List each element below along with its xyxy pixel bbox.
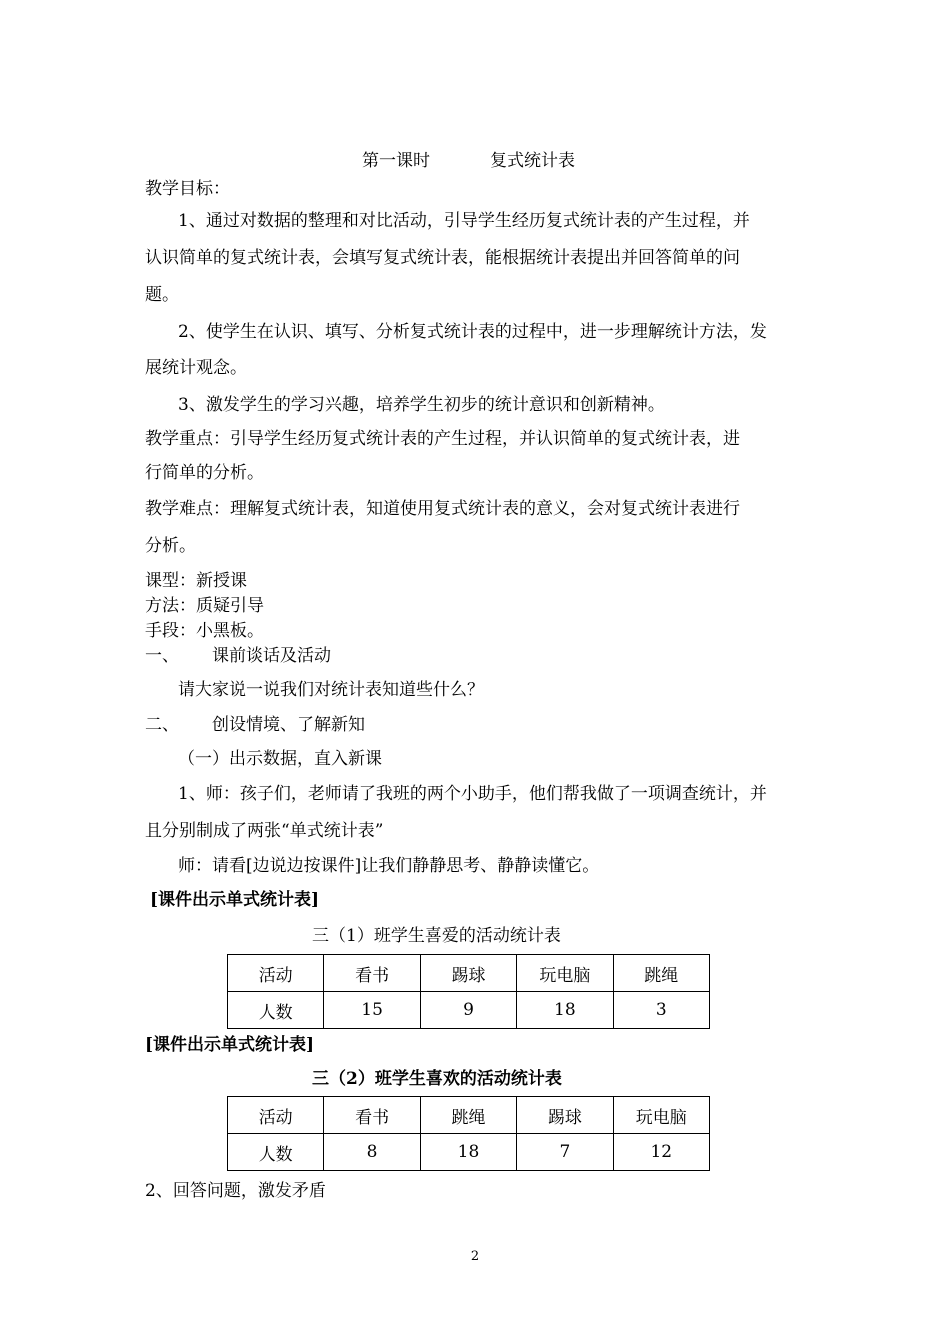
- table-cell: 9: [420, 992, 516, 1029]
- section-1-heading: 课前谈话及活动: [212, 646, 331, 666]
- difficulty-line-1: 教学难点：理解复式统计表，知道使用复式统计表的意义，会对复式统计表进行: [145, 499, 740, 519]
- paragraph-2: 师：请看[边说边按课件]让我们静静思考、静静读懂它。: [178, 856, 600, 876]
- lesson-type: 课型：新授课: [145, 571, 247, 591]
- goal-1-line-1: 1、通过对数据的整理和对比活动，引导学生经历复式统计表的产生过程，并: [178, 211, 750, 231]
- key-point-line-1: 教学重点：引导学生经历复式统计表的产生过程，并认识简单的复式统计表，进: [145, 429, 740, 449]
- goal-2-line-1: 2、使学生在认识、填写、分析复式统计表的过程中，进一步理解统计方法，发: [178, 322, 767, 342]
- table-cell: 人数: [228, 992, 324, 1029]
- table-cell: 踢球: [517, 1097, 613, 1134]
- lesson-title: [362, 150, 430, 172]
- lesson-topic: 复式统计表: [490, 151, 575, 171]
- table-2-caption: 三（2）班学生喜欢的活动统计表: [312, 1069, 562, 1089]
- goal-1-line-2: 认识简单的复式统计表，会填写复式统计表，能根据统计表提出并回答简单的问: [145, 248, 740, 268]
- table-2-data-row: [228, 1134, 710, 1171]
- courseware-note-2: [课件出示单式统计表]: [145, 1035, 315, 1055]
- courseware-note-1: [课件出示单式统计表]: [150, 890, 320, 910]
- table-1: [227, 954, 710, 1029]
- difficulty-line-2: 分析。: [145, 536, 196, 556]
- goal-2-line-2: 展统计观念。: [145, 358, 247, 378]
- table-2: [227, 1096, 710, 1171]
- table-cell: 18: [517, 992, 613, 1029]
- table-cell: 活动: [228, 1097, 324, 1134]
- table-cell: 18: [420, 1134, 516, 1171]
- table-2-header-row: [228, 1097, 710, 1134]
- table-cell: 跳绳: [613, 955, 709, 992]
- lesson-method: 方法：质疑引导: [145, 596, 264, 616]
- table-cell: 踢球: [420, 955, 516, 992]
- table-cell: 看书: [324, 955, 420, 992]
- section-2-subheading: （一）出示数据，直入新课: [178, 749, 382, 769]
- table-cell: 玩电脑: [517, 955, 613, 992]
- table-cell: 7: [517, 1134, 613, 1171]
- table-cell: 人数: [228, 1134, 324, 1171]
- goals-heading: 教学目标：: [145, 179, 230, 199]
- table-cell: 活动: [228, 955, 324, 992]
- table-1-data-row: [228, 992, 710, 1029]
- section-1-body: 请大家说一说我们对统计表知道些什么？: [178, 680, 484, 700]
- table-cell: 3: [613, 992, 709, 1029]
- page-number: 2: [470, 1249, 480, 1264]
- table-cell: 跳绳: [420, 1097, 516, 1134]
- table-cell: 8: [324, 1134, 420, 1171]
- key-point-line-2: 行简单的分析。: [145, 463, 264, 483]
- goal-1-line-3: 题。: [145, 285, 179, 305]
- table-cell: 12: [613, 1134, 709, 1171]
- closing-line: 2、回答问题，激发矛盾: [145, 1181, 326, 1201]
- table-cell: 看书: [324, 1097, 420, 1134]
- lesson-means: 手段：小黑板。: [145, 621, 264, 641]
- table-1-caption: 三（1）班学生喜爱的活动统计表: [312, 926, 561, 946]
- goal-3: 3、激发学生的学习兴趣，培养学生初步的统计意识和创新精神。: [178, 395, 665, 415]
- section-2-heading: 创设情境、了解新知: [212, 715, 365, 735]
- table-1-header-row: [228, 955, 710, 992]
- paragraph-1-line-1: 1、师：孩子们，老师请了我班的两个小助手，他们帮我做了一项调查统计，并: [178, 784, 767, 804]
- paragraph-1-line-2: 且分别制成了两张“单式统计表”: [145, 821, 384, 841]
- lesson-number: 第一课时: [362, 151, 430, 171]
- table-cell: 15: [324, 992, 420, 1029]
- table-cell: 玩电脑: [613, 1097, 709, 1134]
- section-1-number: 一、: [145, 646, 179, 666]
- section-2-number: 二、: [145, 715, 179, 735]
